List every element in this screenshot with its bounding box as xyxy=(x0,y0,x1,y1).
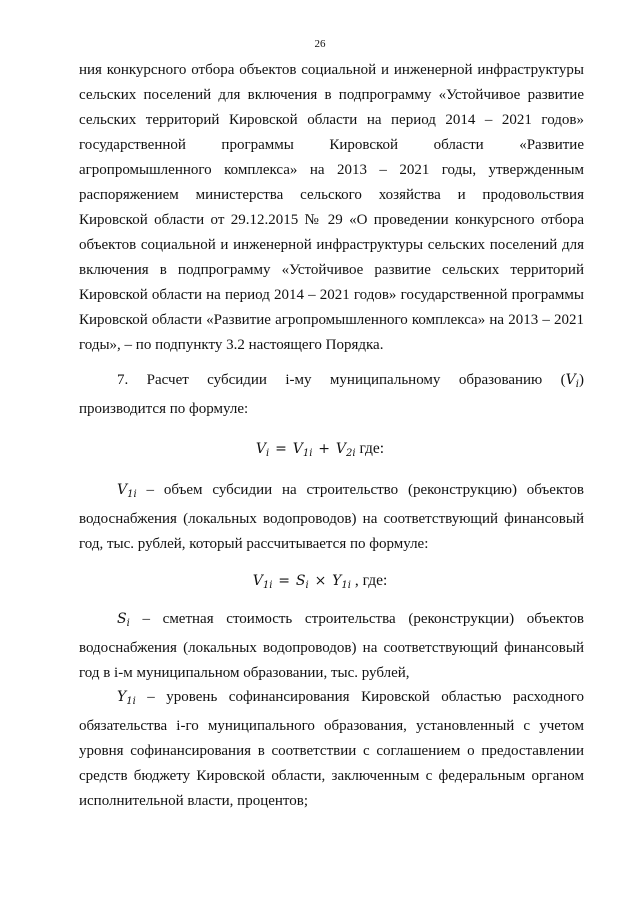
definition-text: – объем субсидии на строительство (реконструкцию) объектов водоснабжения (локальных водопроводов) на соответствующий финансовый год, тыс. рублей, который рассчитывается по формуле: xyxy=(79,482,584,552)
item-7 xyxy=(79,368,584,422)
paragraph-continuation xyxy=(79,58,584,358)
formula-vi xyxy=(0,440,640,459)
formula-term-2: Y xyxy=(332,573,342,589)
formula-term-1: V xyxy=(292,441,303,457)
formula-term-1-sub: i xyxy=(305,580,309,591)
formula-tail: где: xyxy=(359,440,385,457)
plus-sign: + xyxy=(318,441,330,457)
paragraph-text: ния конкурсного отбора объектов социальной и инженерной инфраструктуры сельских поселений для включения в подпрограмму «Устойчивое развитие сельских территорий Кировской области на период 2014 – 2021 годов» государственной программы Кировской области «Развитие агропромышленного комплекса» на 2013 – 2021 годы, утвержденным распоряжением министерства сельского хозяйства и продовольствия Кировской области от 29.12.2015 № 29 «О проведении конкурсного отбора объектов социальной и инженерной инфраструктуры сельских поселений для включения в подпрограмму «Устойчивое развитие сельских территорий Кировской области на период 2014 – 2021 годов» государственной программы Кировской области «Развитие агропромышленного комплекса» на 2013 – 2021 годы», – по подпункту 3.2 настоящего Порядка. xyxy=(79,62,584,353)
definition-v1i xyxy=(79,478,584,557)
formula-lhs: V xyxy=(255,441,267,457)
formula-v1i xyxy=(0,572,640,591)
formula-term-2-sub: 1i xyxy=(341,580,351,591)
item-7-text-start: 7. Расчет субсидии i-му муниципальному образованию ( xyxy=(117,372,566,388)
math-subscript: i xyxy=(126,618,130,629)
math-subscript: i xyxy=(575,379,579,390)
equals-sign: = xyxy=(275,441,287,457)
math-var: S xyxy=(117,611,127,627)
math-subscript: 1i xyxy=(127,489,137,500)
definition-text: – сметная стоимость строительства (реконструкции) объектов водоснабжения (локальных водопроводов) на соответствующий финансовый год в i-м муниципальном образовании, тыс. рублей, xyxy=(79,611,584,681)
math-var: Y xyxy=(117,689,127,705)
math-subscript: 1i xyxy=(126,696,136,707)
times-sign: × xyxy=(314,573,327,589)
formula-term-2-sub: 2i xyxy=(346,448,356,459)
equals-sign: = xyxy=(278,573,291,589)
formula-term-1-sub: 1i xyxy=(302,448,313,459)
formula-lhs-sub: 1i xyxy=(262,580,273,591)
math-var: V xyxy=(117,482,128,498)
definition-y1i xyxy=(79,685,584,814)
page-number: 26 xyxy=(314,38,326,50)
definition-si xyxy=(79,607,584,686)
formula-lhs: V xyxy=(252,573,263,589)
definition-text: – уровень софинансирования Кировской областью расходного обязательства i-го муниципального образования, установленный с учетом уровня софинансирования в соответствии с соглашением о предоставлении средств бюджету Кировской области, заключенным с федеральным органом исполнительной власти, процентов; xyxy=(79,689,584,809)
formula-term-2: V xyxy=(335,441,346,457)
math-var: V xyxy=(565,372,576,388)
formula-tail: , где: xyxy=(354,572,388,589)
item-7-text-end: ) производится по формуле: xyxy=(79,372,584,417)
formula-term-1: S xyxy=(295,573,306,589)
formula-lhs-sub: i xyxy=(266,448,270,459)
